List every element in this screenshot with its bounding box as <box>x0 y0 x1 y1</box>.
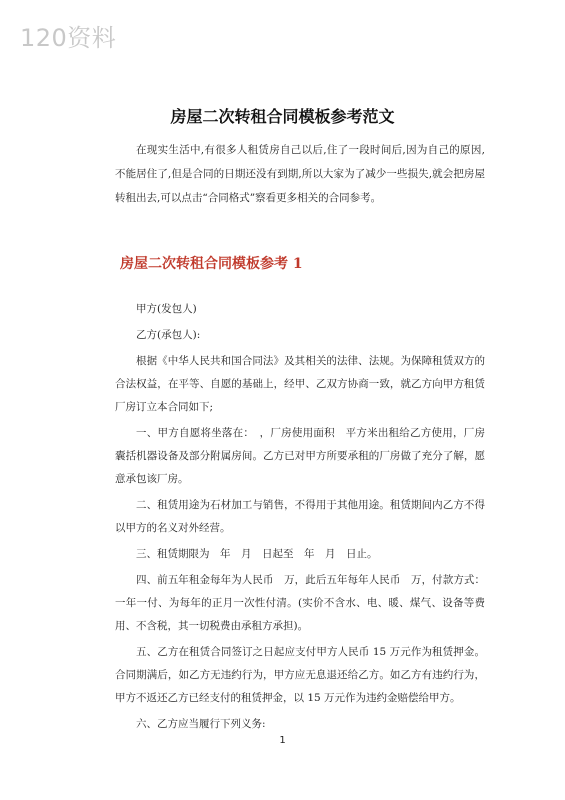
clause-1: 一、甲方自愿将坐落在： ，厂房使用面积 平方米出租给乙方使用，厂房囊括机器设备及部分附属房间。乙方已对甲方所要承租的厂房做了充分了解，愿意承包该厂房。 <box>115 427 485 485</box>
document-title: 房屋二次转租合同模板参考范文 <box>170 107 395 126</box>
contract-body <box>115 298 485 739</box>
clause-4: 四、前五年租金每年为人民币 万，此后五年每年人民币 万，付款方式：一年一付、为每年的正月一次性付清。(实价不含水、电、暖、煤气、设备等费用、不含税，其一切税费由承租方承担)。 <box>115 574 485 632</box>
party-a-line: 甲方(发包人) <box>136 303 197 315</box>
section-title: 房屋二次转租合同模板参考 1 <box>120 256 303 272</box>
clause-6: 六、乙方应当履行下列义务: <box>136 718 266 730</box>
clause-5: 五、乙方在租赁合同签订之日起应支付甲方人民币 15 万元作为租赁押金。合同期满后，如乙方无违约行为，甲方应无息退还给乙方。如乙方有违约行为，甲方不返还乙方已经支付的租赁押金，以 15 万元作为违约金赔偿给甲方。 <box>115 646 485 704</box>
page-number: 1 <box>279 735 286 746</box>
party-b-line: 乙方(承包人): <box>136 329 201 341</box>
clause-3: 三、租赁期限为 年 月 日起至 年 月 日止。 <box>136 548 378 560</box>
preamble-paragraph: 根据《中华人民共和国合同法》及其相关的法律、法规。为保障租赁双方的合法权益，在平等、自愿的基础上，经甲、乙双方协商一致，就乙方向甲方租赁厂房订立本合同如下; <box>115 355 485 413</box>
watermark-logo: 120资料 <box>20 24 117 52</box>
clause-2: 二、租赁用途为石材加工与销售，不得用于其他用途。租赁期间内乙方不得以甲方的名义对外经营。 <box>115 499 485 534</box>
intro-paragraph: 在现实生活中,有很多人租赁房自己以后,住了一段时间后,因为自己的原因,不能居住了,但是合同的日期还没有到期,所以大家为了减少一些损失,就会把房屋转租出去,可以点击“合同格式”察看更多相关的合同参考。 <box>115 144 485 204</box>
